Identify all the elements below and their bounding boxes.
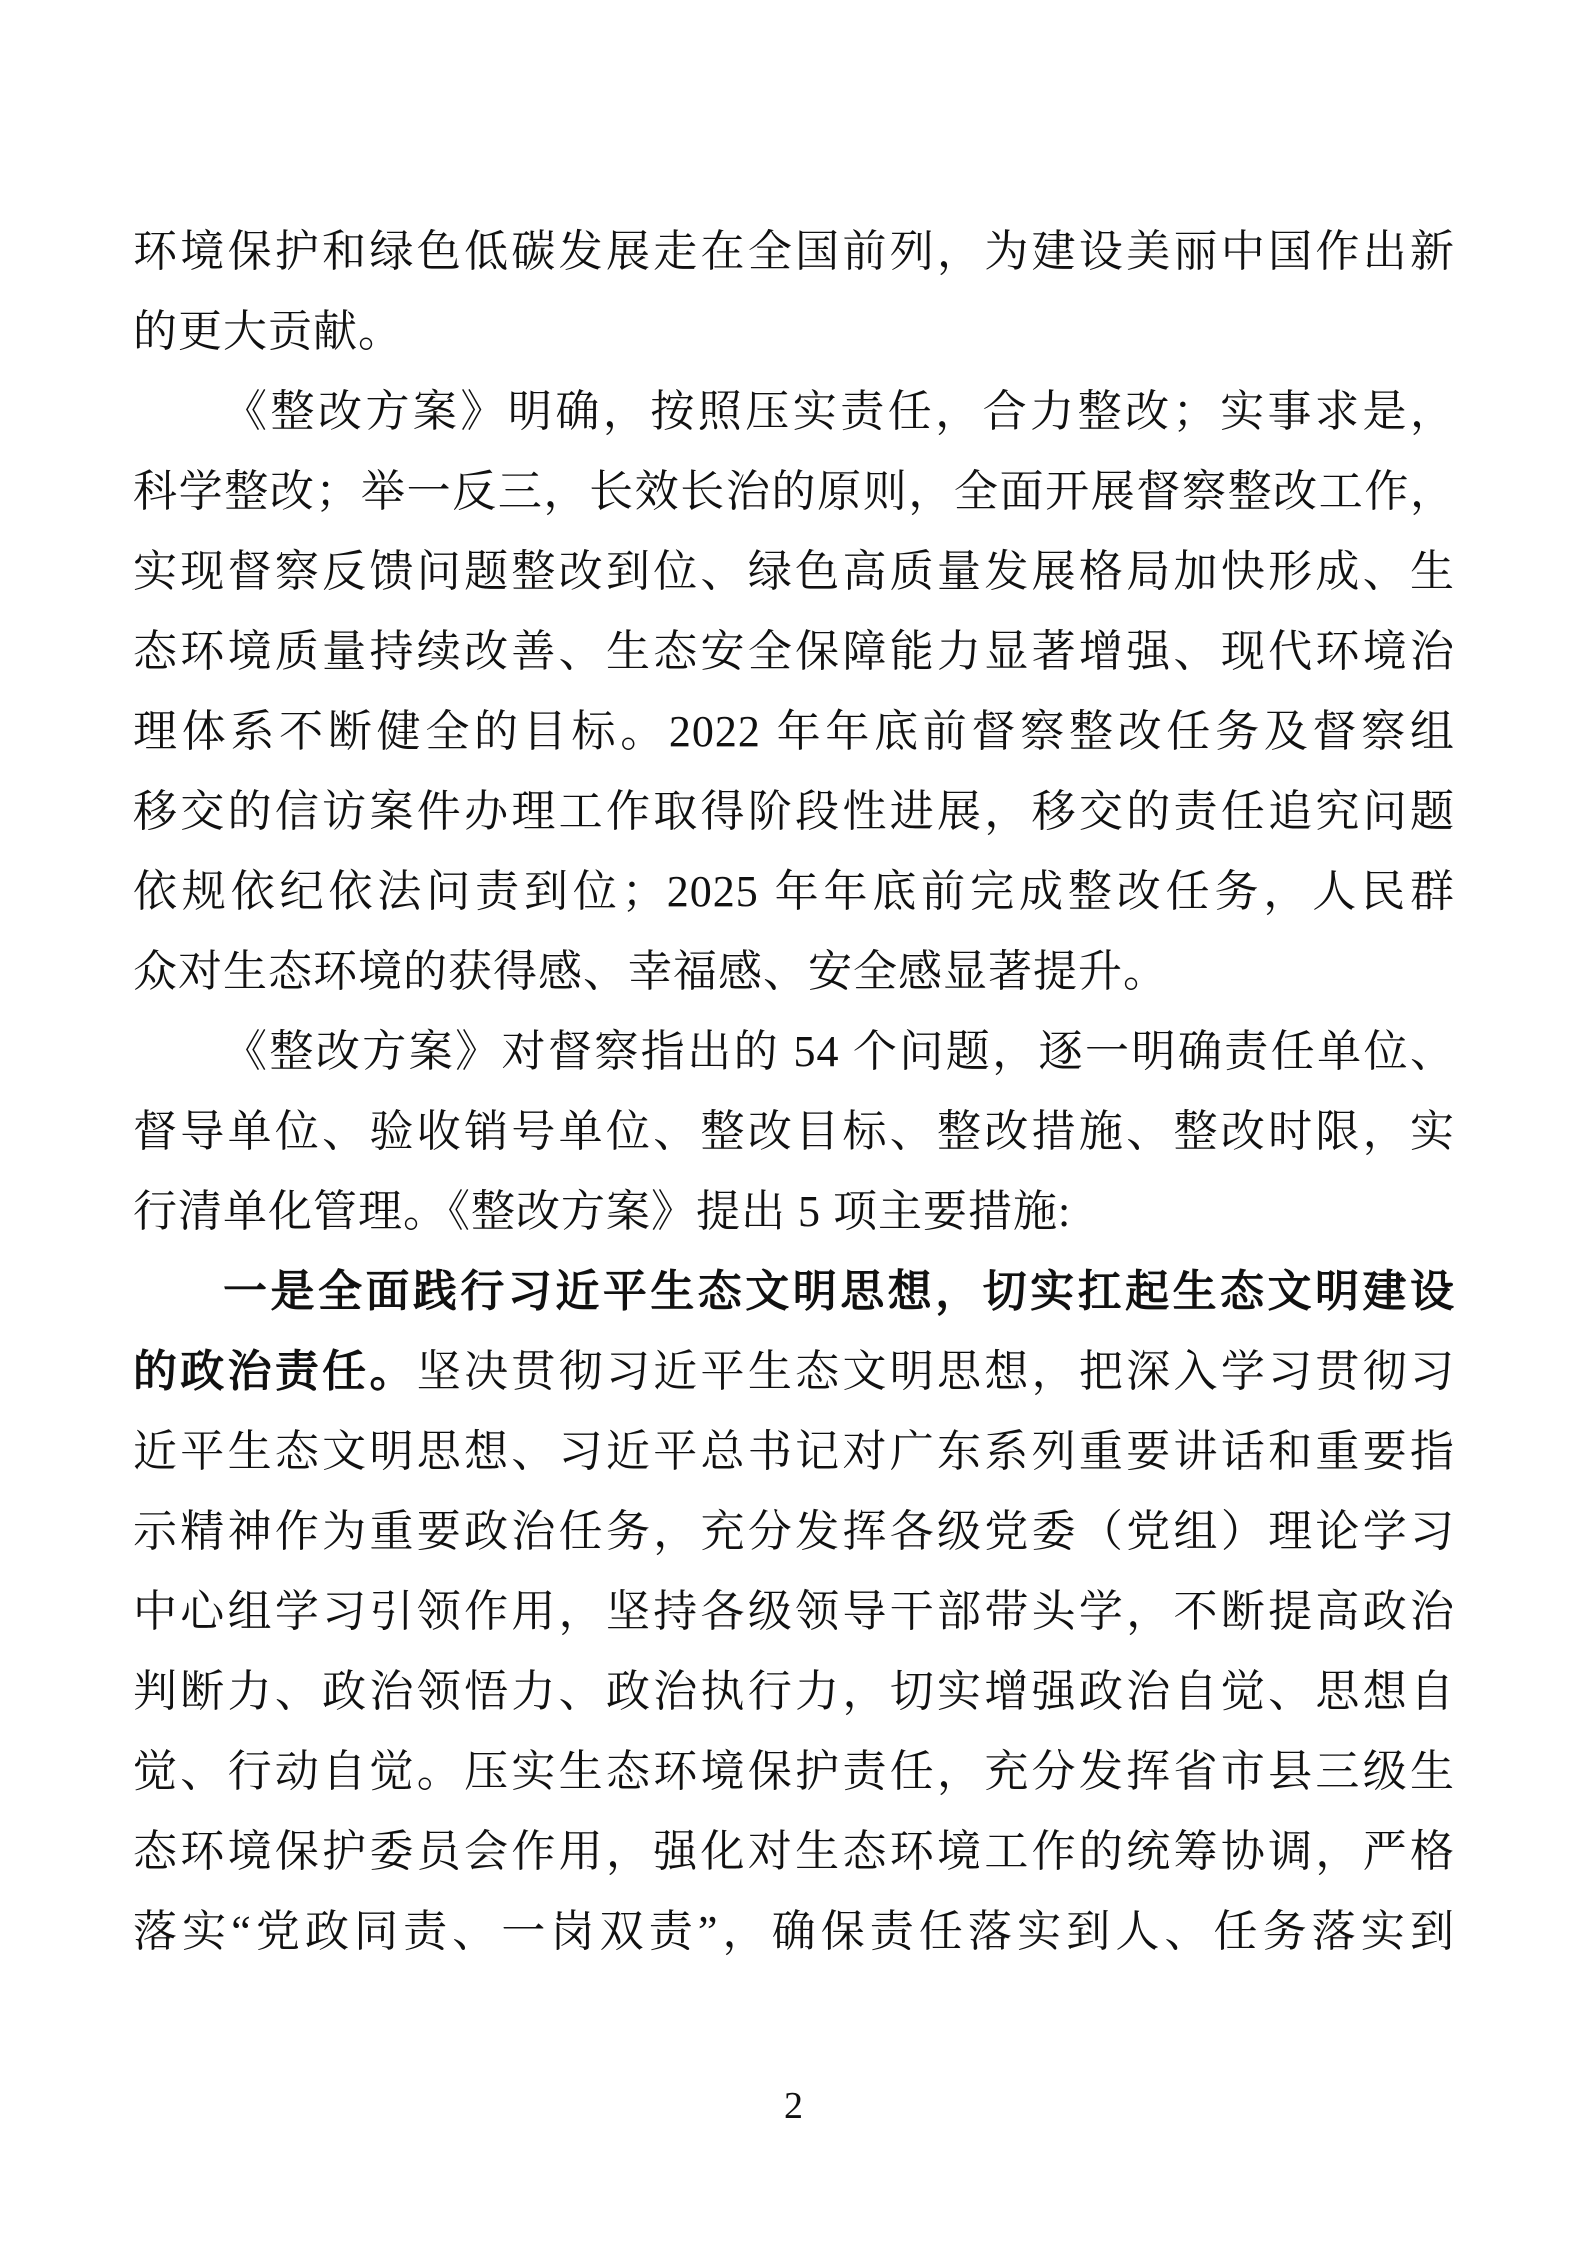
text-run: 移交的信访案件办理工作取得阶段性进展，移交的责任追究问题 xyxy=(133,787,1455,836)
text-run: 众对生态环境的获得感、幸福感、安全感显著提升。 xyxy=(133,947,1168,996)
document-line xyxy=(133,372,1455,452)
text-run: 落实“党政同责、一岗双责”，确保责任落实到人、任务落实到 xyxy=(133,1907,1455,1956)
text-run: 理体系不断健全的目标。2022 年年底前督察整改任务及督察组 xyxy=(133,707,1455,756)
document-line xyxy=(133,1732,1455,1812)
text-run: 坚决贯彻习近平生态文明思想，把深入学习贯彻习 xyxy=(416,1347,1455,1396)
document-line xyxy=(133,612,1455,692)
page-number: 2 xyxy=(784,2085,803,2127)
document-line xyxy=(133,1092,1455,1172)
text-run: 示精神作为重要政治任务，充分发挥各级党委（党组）理论学习 xyxy=(133,1507,1455,1556)
document-line xyxy=(133,772,1455,852)
document-body xyxy=(133,212,1455,1972)
document-line xyxy=(133,1892,1455,1972)
document-line xyxy=(133,1572,1455,1652)
document-line xyxy=(133,1332,1455,1412)
document-line xyxy=(133,692,1455,772)
document-line xyxy=(133,1412,1455,1492)
text-run: 环境保护和绿色低碳发展走在全国前列，为建设美丽中国作出新 xyxy=(133,227,1455,276)
text-run: 督导单位、验收销号单位、整改目标、整改措施、整改时限，实 xyxy=(133,1107,1455,1156)
text-run: 依规依纪依法问责到位；2025 年年底前完成整改任务，人民群 xyxy=(133,867,1455,916)
bold-text-run: 一是全面践行习近平生态文明思想，切实扛起生态文明建设 xyxy=(223,1267,1455,1316)
document-line xyxy=(133,932,1455,1012)
document-line xyxy=(133,532,1455,612)
document-line xyxy=(133,1172,1455,1252)
document-line xyxy=(133,292,1455,372)
text-run: 近平生态文明思想、习近平总书记对广东系列重要讲话和重要指 xyxy=(133,1427,1455,1476)
text-run: 实现督察反馈问题整改到位、绿色高质量发展格局加快形成、生 xyxy=(133,547,1455,596)
text-run: 《整改方案》明确，按照压实责任，合力整改；实事求是， xyxy=(223,387,1455,436)
document-line xyxy=(133,852,1455,932)
document-line xyxy=(133,1652,1455,1732)
document-line xyxy=(133,1812,1455,1892)
document-line xyxy=(133,1012,1455,1092)
document-line xyxy=(133,1252,1455,1332)
document-line xyxy=(133,1492,1455,1572)
text-run: 态环境保护委员会作用，强化对生态环境工作的统筹协调，严格 xyxy=(133,1827,1455,1876)
text-run: 的更大贡献。 xyxy=(133,307,403,356)
text-run: 《整改方案》对督察指出的 54 个问题，逐一明确责任单位、 xyxy=(223,1027,1455,1076)
bold-text-run: 的政治责任。 xyxy=(133,1347,417,1396)
text-run: 判断力、政治领悟力、政治执行力，切实增强政治自觉、思想自 xyxy=(133,1667,1455,1716)
text-run: 行清单化管理。《整改方案》提出 5 项主要措施: xyxy=(133,1187,1072,1236)
text-run: 觉、行动自觉。压实生态环境保护责任，充分发挥省市县三级生 xyxy=(133,1747,1455,1796)
document-line xyxy=(133,452,1455,532)
document-line xyxy=(133,212,1455,292)
text-run: 中心组学习引领作用，坚持各级领导干部带头学，不断提高政治 xyxy=(133,1587,1455,1636)
page-footer xyxy=(0,2078,1587,2134)
text-run: 科学整改；举一反三，长效长治的原则，全面开展督察整改工作， xyxy=(133,467,1455,516)
text-run: 态环境质量持续改善、生态安全保障能力显著增强、现代环境治 xyxy=(133,627,1455,676)
